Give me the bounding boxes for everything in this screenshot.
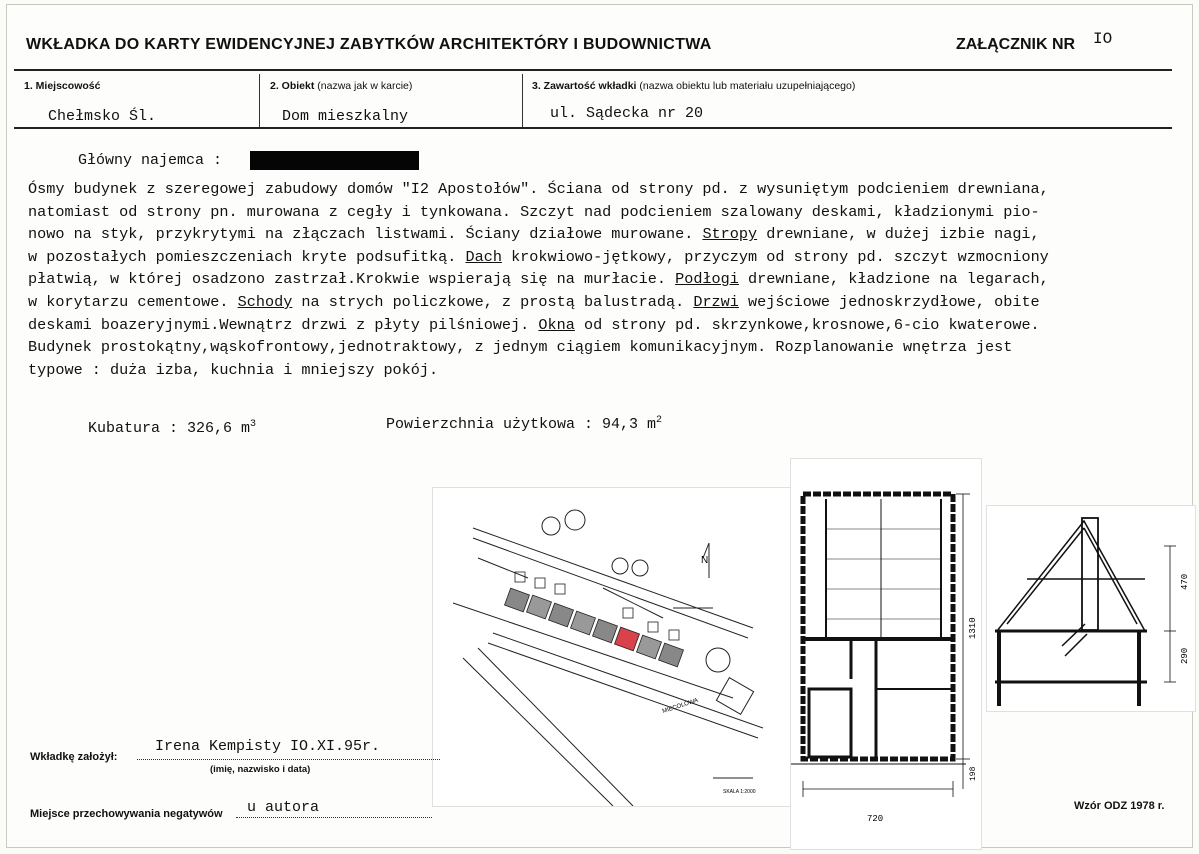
- annex-number: IO: [1093, 30, 1113, 48]
- dimension-length: 1310: [968, 617, 978, 639]
- description-line: natomiast od strony pn. murowana z cegły i tynkowana. Szczyt nad podcieniem szalowany deskami, kładzionymi pio-: [28, 202, 1040, 221]
- scale-label: SKALA 1:2000: [723, 789, 756, 795]
- street-label: MIECOLOWA: [661, 697, 699, 715]
- cross-section-drawing: [987, 506, 1195, 711]
- founder-note: (imię, nazwisko i data): [210, 764, 311, 775]
- highlighted-building: [615, 627, 640, 651]
- locality-value: Chełmsko Śl.: [48, 108, 157, 125]
- site-plan: [432, 487, 792, 807]
- fields-divider: [14, 127, 1172, 129]
- redaction-bar: [250, 151, 419, 170]
- description-line: deskami boazeryjnymi.Wewnątrz drzwi z płyty pilśniowej. Okna od strony pd. skrzynkowe,krosnowe,6-cio kwaterowe.: [28, 315, 1040, 334]
- storage-label: Miejsce przechowywania negatywów: [30, 808, 223, 820]
- description-line: w korytarzu cementowe. Schody na strych policzkowe, z prostą balustradą. Drzwi wejściowe jednoskrzydłowe, obite: [28, 292, 1040, 311]
- dimension-roof: 470: [1180, 573, 1190, 590]
- north-arrow: N: [701, 555, 709, 566]
- description-line: nowo na styk, przykrytymi na złączach listwami. Ściany działowe murowane. Stropy drewniane, w dużej izbie nagi,: [28, 225, 1040, 244]
- header-divider: [14, 69, 1172, 71]
- floor-plan-drawing: [791, 459, 981, 849]
- site-plan-drawing: [433, 488, 791, 806]
- tenant-label: Główny najemca :: [78, 152, 223, 169]
- cross-section: [986, 505, 1196, 712]
- founder-value: Irena Kempisty IO.XI.95r.: [155, 738, 381, 755]
- founder-dotline: [137, 759, 440, 760]
- object-label: 2. Obiekt (nazwa jak w karcie): [270, 80, 413, 92]
- founder-label: Wkładkę założył:: [30, 751, 118, 763]
- form-code: Wzór ODZ 1978 r.: [1074, 800, 1165, 812]
- floor-plan: [790, 458, 982, 850]
- description-line: płatwią, w której osadzono zastrzał.Krokwie wspierają się na murłacie. Podłogi drewniane, kładzione na legarach,: [28, 270, 1049, 289]
- description-line: Budynek prostokątny,wąskofrontowy,jednotraktowy, z jednym ciągiem komunikacyjnym. Rozplanowanie wnętrza jest: [28, 338, 1013, 357]
- field-separator: [522, 74, 523, 127]
- dimension-wall: 290: [1180, 647, 1190, 664]
- content-label: 3. Zawartość wkładki (nazwa obiektu lub materiału uzupełniającego): [532, 80, 856, 92]
- dimension-small: 198: [969, 766, 978, 781]
- dimension-width: 720: [867, 814, 884, 824]
- object-value: Dom mieszkalny: [282, 108, 409, 125]
- description-line: typowe : duża izba, kuchnia i mniejszy pokój.: [28, 360, 439, 379]
- description-text: [28, 178, 1193, 381]
- annex-label: ZAŁĄCZNIK NR: [956, 36, 1076, 53]
- field-separator: [259, 74, 260, 127]
- usable-area: Powierzchnia użytkowa : 94,3 $m^2$: [386, 415, 663, 433]
- storage-dotline: [236, 817, 432, 818]
- cubature: Kubatura : 326,6 $m^3$: [88, 419, 257, 437]
- document-title: WKŁADKA DO KARTY EWIDENCYJNEJ ZABYTKÓW ARCHITEKTÓRY I BUDOWNICTWA: [26, 36, 712, 53]
- storage-value: u autora: [247, 799, 320, 816]
- description-line: w pozostałych pomieszczeniach kryte podsufitką. Dach krokwiowo-jętkowy, przyczym od strony pd. szczyt wzmocniony: [28, 247, 1049, 266]
- description-line: Ósmy budynek z szeregowej zabudowy domów "I2 Apostołów". Ściana od strony pd. z wysuniętym podcieniem drewniana,: [28, 180, 1049, 198]
- locality-label: 1. Miejscowość: [24, 80, 101, 92]
- content-value: ul. Sądecka nr 20: [550, 105, 704, 122]
